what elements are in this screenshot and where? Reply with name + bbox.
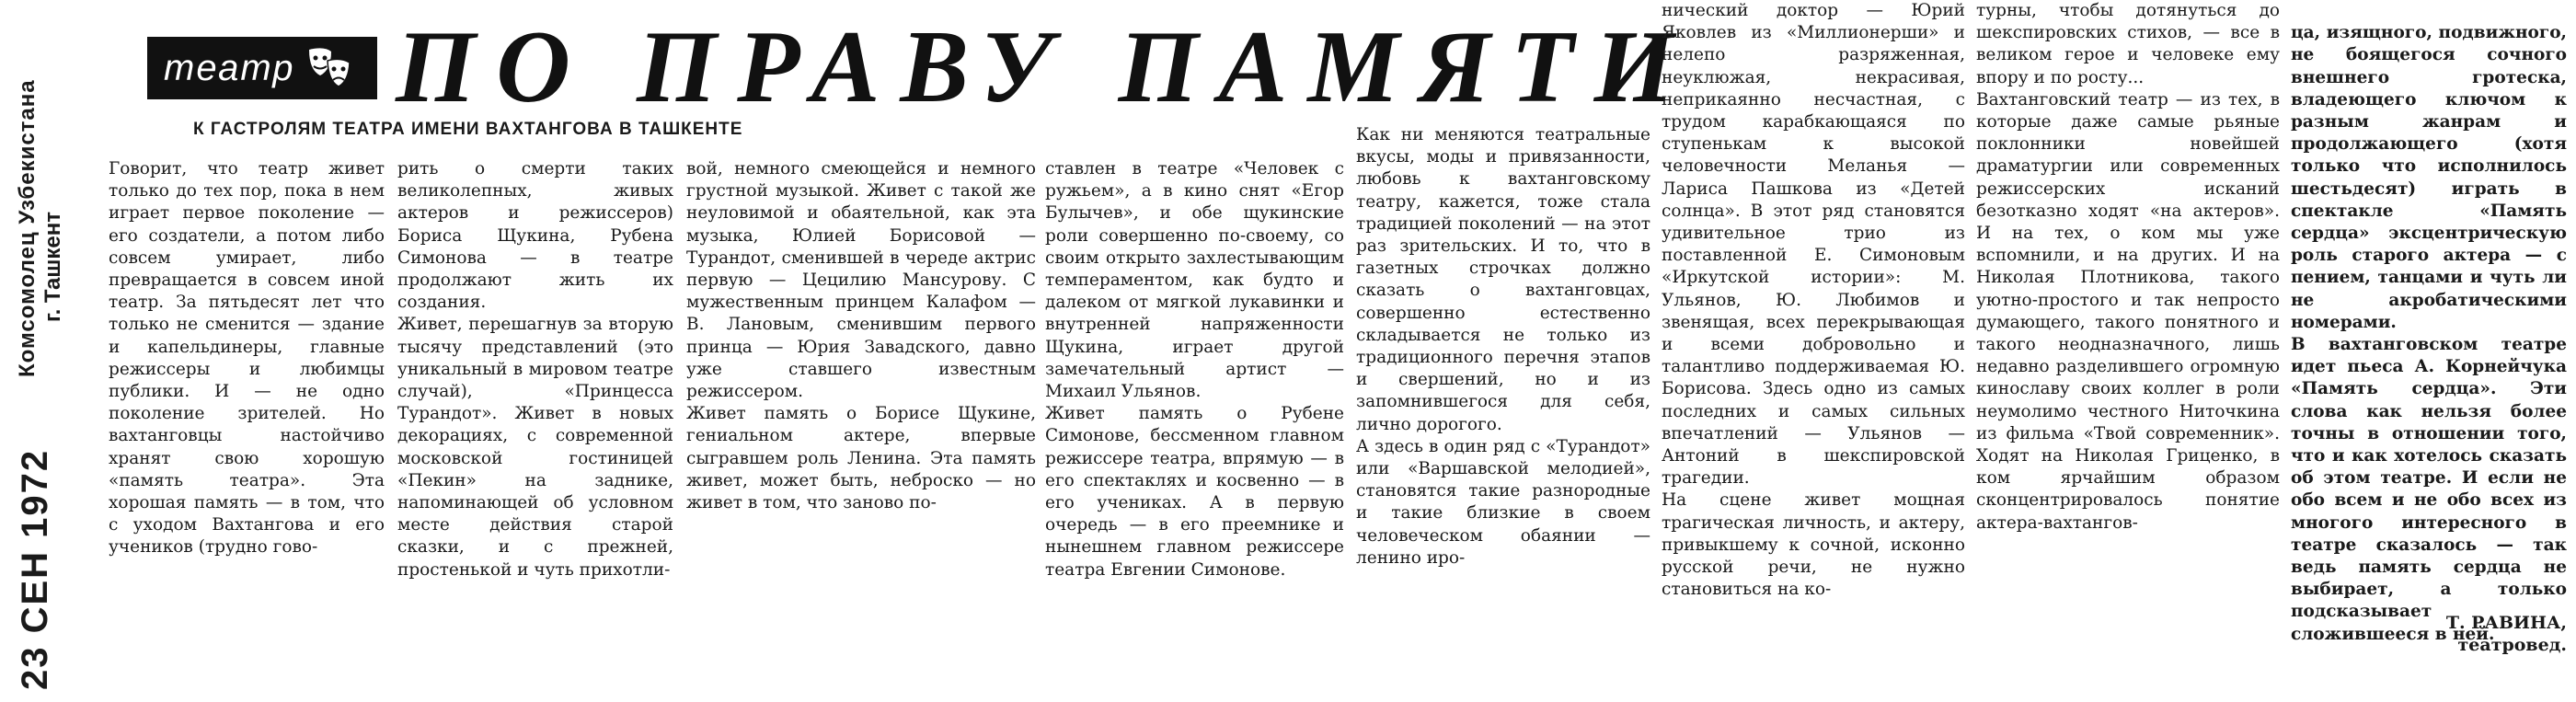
archive-stamp [4,79,68,690]
author-role: театровед. [2457,635,2567,655]
article-subhead: К ГАСТРОЛЯМ ТЕАТРА ИМЕНИ ВАХТАНГОВА В ТАШКЕНТЕ [193,120,743,139]
article-column-1: Говорит, что театр живет только до тех пор, пока в нем играет первое поколение — его создатели, а потом либо совсем умирает, либо превращается в совсем иной театр. За пятьдесят лет что только не сменится — здание и капельдинеры, главные режиссеры и любимцы публики. И — не одно поколение зрителей. Но вахтанговцы настойчиво хранят свою хорошую «память театра». Эта хорошая память — в том, что с уходом Вахтангова и его учеников (трудно гово- [109,159,385,558]
article-column-7: турны, чтобы дотянуться до шекспировских стихов, — все в великом герое и человеке ему впору и по росту... Вахтанговский театр — из тех, в которые даже самые рьяные поклонники новейшей драматургии или современных режиссерских исканий безотказно ходят «на актеров». И на тех, о ком мы уже вспомнили, и на других. И на Николая Плотникова, такого уютно-простого и так непросто думающего, такого понятного и такого неодназначного, лишь недавно разделившего огромную кинославу своих коллег в роли неумолимо честного Ниточкина из фильма «Твой современник». Ходят на Николая Гриценко, в ком ярчайшим образом сконцентрировалось понятие актера-вахтангов- [1976,1,2280,533]
article-headline: ПО ПРАВУ ПАМЯТИ [396,10,1695,124]
article-column-2: рить о смерти таких великолепных, живых актеров и режиссеров) Бориса Щукина, Рубена Симонова — в театре продолжают жить их создания. Живет, перешагнув за вторую тысячу представлений (это уникальный в мировом театре случай), «Принцесса Турандот». Живет в новых декорациях, с современной московской гостиницей «Пекин» на заднике, напоминающей об условном месте действия старой сказки, и с прежней, простенькой и чуть прихотли- [397,159,673,580]
article-column-8 [2291,0,2567,676]
article-column-6: нический доктор — Юрий Яковлев из «Миллионерши» и нелепо разряженная, неуклюжая, некрасивая, неприкаянно несчастная, с трудом карабкающаяся по ступенькам к высокой человечности Меланья — Лариса Пашкова из «Детей солнца». В этот ряд становятся удивительное трио из поставленной Е. Симоновым «Иркутской истории»: М. Ульянов, Ю. Любимов и звенящая, всех перекрывающая и всеми добровольно и талантливо поддерживаемая Ю. Борисова. Здесь одно из самых последних и самых сильных впечатлений — Ульянов — Антоний в шекспировской трагедии. На сцене живет мощная трагическая личность, и актеру, привыкшему к сочной, исконно русской речи, не нужно становиться на ко- [1662,1,1965,600]
article-column-3: вой, немного смеющейся и немного грустной музыкой. Живет с такой же неуловимой и обаятельной, как эта музыка, Юлией Борисовой — Турандот, сменившей в череде актрис первую — Цецилию Мансурову. С мужественным принцем Калафом — В. Лановым, сменившим первого принца — Юрия Завадского, давно уже ставшего известным режиссером. Живет память о Борисе Щукине, гениальном актере, впервые сыгравшем роль Ленина. Эта память живет, может быть, неброско — но живет в том, что заново по- [686,159,1036,513]
rubric-label: театр [164,47,295,88]
stamp-source: Комсомолец Узбекистана [15,79,40,377]
article-column-8-text: ца, изящного, подвижного, не боящегося сочного внешнего гротеска, владеющего ключом к разным жанрам и продолжающего (хотя только что исполнилось шестьдесят) играть в спектакле «Память сердца» эксцентрическую роль старого актера — с пением, танцами и чуть ли не акробатическими номерами. В вахтанговском театре идет пьеса А. Корнейчука «Память сердца». Эти слова как нельзя более точны в отношении того, что и как хотелось сказать об этом театре. И если не обо всем и не обо всех из многого интересного в театре сказалось — так ведь память сердца не выбирает, а только подсказывает сложившееся в ней. [2291,23,2567,644]
article-column-4: ставлен в театре «Человек с ружьем», а в кино снят «Егор Булычев», и обе щукинские роли совершенно по-своему, со своим открыто захлестывающим темпераментом, как будто и далеком от мягкой лукавинки и внутренней напряженности Щукина, играет другой замечательный артист — Михаил Ульянов. Живет память о Рубене Симонове, бессменном главном режиссере театра, впрямую — в его спектаклях и косвенно — в его учениках. А в первую очередь — в его преемнике и нынешнем главном режиссере театра Евгении Симонове. [1045,159,1344,580]
theatre-masks-icon [304,42,355,94]
stamp-date: 23 СЕН 1972 [15,448,55,690]
rubric-badge [147,37,377,99]
article-column-5: Как ни меняются театральные вкусы, моды и привязанности, любовь к вахтанговскому театру, кажется, тоже стала традицией поколений — на этот раз зрительских. И то, что в газетных строчках должно сказать о вахтанговцах, совершенно естественно складывается не только из традиционного перечня этапов и свершений, но и из запомнившегося для себя, лично дорогого. А здесь в один ряд с «Турандот» или «Варшавской мелодией», становятся такие разнородные и такие близкие в своем человеческом обаянии — ленино иро- [1356,125,1650,568]
stamp-city: г. Ташкент [40,212,65,322]
author-name: Т. РАВИНА, [2445,613,2567,633]
author-signature [2392,612,2567,656]
